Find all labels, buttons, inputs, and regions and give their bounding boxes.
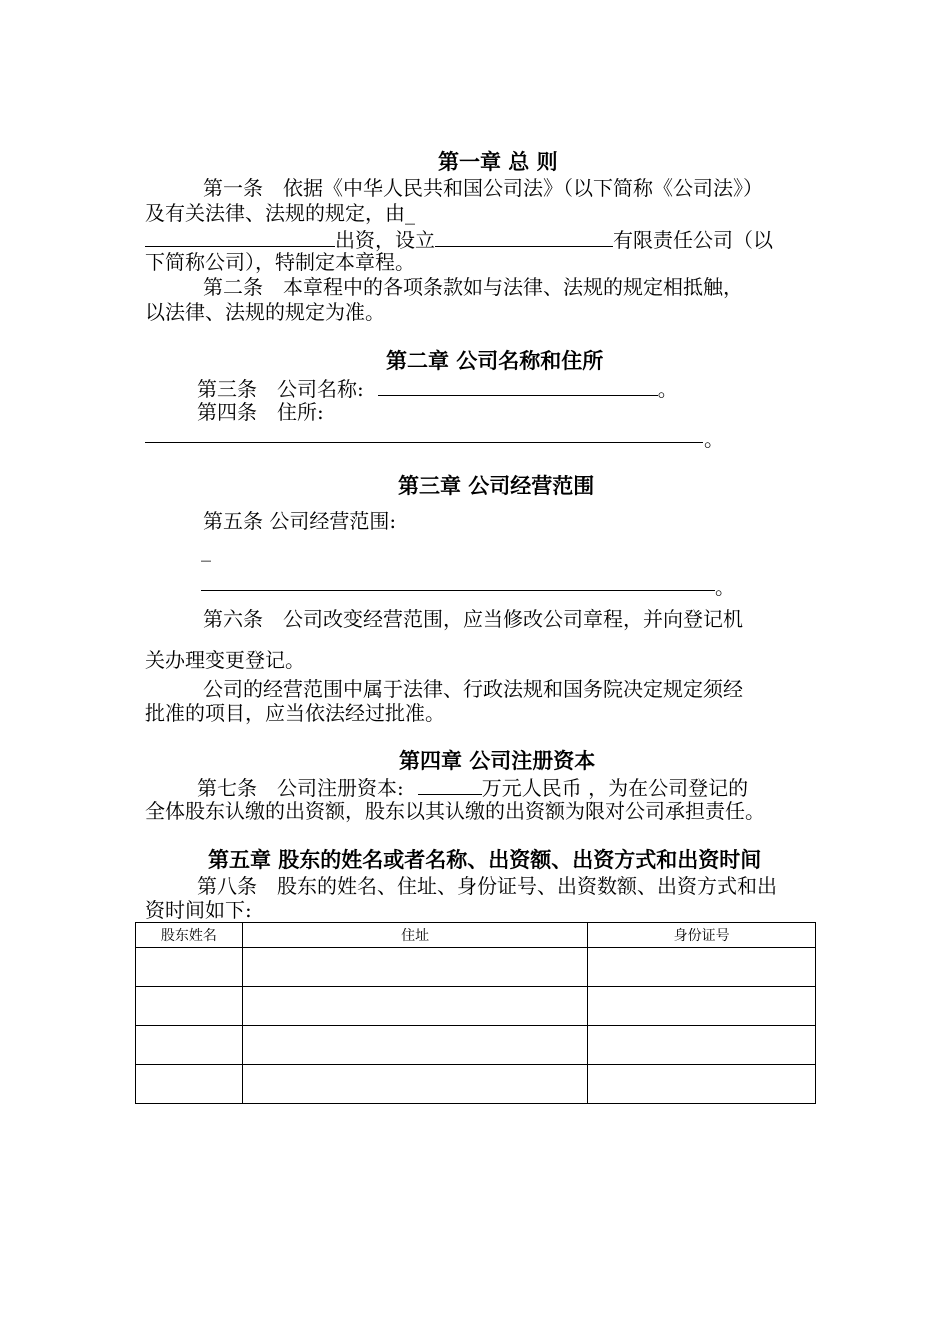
cell-address[interactable]: [242, 948, 587, 987]
article-1-line-3: [145, 226, 773, 252]
chapter-1-title: 第一章 总 则: [438, 150, 558, 174]
scope-paragraph-line-1: 公司的经营范围中属于法律、行政法规和国务院决定规定须经: [203, 677, 743, 701]
chapter-5-title: 第五章 股东的姓名或者名称、出资额、出资方式和出资时间: [208, 848, 762, 872]
business-scope-blank: [201, 590, 715, 591]
article-1-line-4: 下简称公司），特制定本章程。: [145, 250, 415, 274]
article-4-end: 。: [704, 427, 724, 451]
table-row: [136, 1026, 816, 1065]
article-5-end: 。: [715, 575, 735, 599]
cell-address[interactable]: [242, 987, 587, 1026]
article-7-line-2: 全体股东认缴的出资额，股东以其认缴的出资额为限对公司承担责任。: [145, 799, 765, 823]
article-1-line-2: 及有关法律、法规的规定，由_: [145, 201, 415, 225]
cell-address[interactable]: [242, 1065, 587, 1104]
cell-id[interactable]: [588, 1026, 816, 1065]
table-row: [136, 1065, 816, 1104]
table-header-row: [136, 923, 816, 948]
cell-id[interactable]: [588, 987, 816, 1026]
cell-id[interactable]: [588, 1065, 816, 1104]
header-address: 住址: [242, 923, 587, 948]
article-7-mid: 万元人民币 ，为在公司登记的: [481, 776, 749, 800]
cell-name[interactable]: [136, 1065, 243, 1104]
article-6-line-2: 关办理变更登记。: [145, 648, 305, 672]
header-shareholder-name: 股东姓名: [136, 923, 243, 948]
cell-address[interactable]: [242, 1026, 587, 1065]
article-1-line-1: 第一条 依据《中华人民共和国公司法》（以下简称《公司法》）: [203, 176, 763, 200]
chapter-4-title: 第四章 公司注册资本: [399, 749, 596, 773]
article-6-line-1: 第六条 公司改变经营范围，应当修改公司章程，并向登记机: [203, 607, 743, 631]
article-7-label: 第七条 公司注册资本:: [197, 776, 404, 800]
cell-name[interactable]: [136, 987, 243, 1026]
article-1-end-text: 有限责任公司（以: [613, 228, 773, 252]
chapter-2-title: 第二章 公司名称和住所: [386, 349, 604, 373]
cell-id[interactable]: [588, 948, 816, 987]
article-3-line: [197, 375, 678, 401]
article-3-end: 。: [657, 377, 678, 401]
investor-blank: [145, 226, 335, 247]
company-name-blank: [378, 375, 658, 396]
article-1-mid-text: 出资，设立: [335, 228, 435, 252]
article-7-line-1: [197, 774, 748, 800]
table-row: [136, 987, 816, 1026]
article-3-label: 第三条 公司名称:: [197, 377, 364, 401]
article-8-line-2: 资时间如下:: [145, 898, 252, 922]
cell-name[interactable]: [136, 948, 243, 987]
address-blank: [145, 442, 703, 443]
capital-blank: [418, 774, 482, 795]
chapter-3-title: 第三章 公司经营范围: [398, 474, 595, 498]
table-row: [136, 948, 816, 987]
article-5-label: 第五条 公司经营范围:: [203, 509, 397, 533]
header-id-number: 身份证号: [588, 923, 816, 948]
shareholder-table: [135, 922, 816, 1104]
article-2-line-2: 以法律、法规的规定为准。: [145, 300, 385, 324]
scope-paragraph-line-2: 批准的项目，应当依法经过批准。: [145, 701, 445, 725]
company-blank: [435, 226, 613, 247]
article-8-line-1: 第八条 股东的姓名、住址、身份证号、出资数额、出资方式和出: [197, 874, 777, 898]
cell-name[interactable]: [136, 1026, 243, 1065]
article-4-label: 第四条 住所:: [197, 400, 324, 424]
article-2-line-1: 第二条 本章程中的各项条款如与法律、法规的规定相抵触，: [203, 275, 743, 299]
article-5-dash: _: [201, 538, 211, 562]
